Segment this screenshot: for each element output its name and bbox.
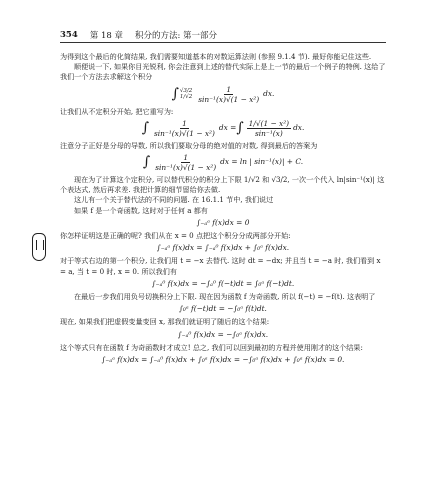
header-rule — [60, 42, 386, 43]
chapter-label: 第 18 章 — [89, 31, 123, 41]
page-number: 354 — [60, 30, 78, 40]
paragraph-9: 对于等式右边的第一个积分, 让我们用 t = −x 去替代. 这时 dt = −dx; 并且当 t = −a 时, 我们看到 x = a, 当 t = 0 时, x = 0. 所以我们有 — [60, 256, 381, 276]
fraction: $\frac{1}{\text{sin⁻¹(x)√(1 − x²)}}$ — [198, 84, 260, 104]
integral-sign: ∫ — [171, 86, 179, 102]
integral-limits: √3/2 1/√2 — [179, 88, 193, 101]
equation-2: ∫ $\frac{1}{\text{sin⁻¹(x)√(1 − x²)}}$ dx = ∫ $\frac{\text{1/√(1 − x²)}}{\text{sin⁻¹(x)}}$ dx. — [141, 118, 305, 138]
paragraph-5: 现在为了计算这个定积分, 可以替代积分的积分上下限 1/√2 和 √3/2, 一次一个代入 ln|sin⁻¹(x)| 这个表达式, 然后再求差. 我把计算的细节留给你去做. — [60, 175, 385, 195]
equation-1: ∫ √3/2 1/√2 $\frac{1}{\text{sin⁻¹(x)√(1 − x²)}}$ dx. — [171, 84, 275, 104]
page-body — [60, 52, 386, 368]
running-header — [60, 28, 380, 42]
chapter-title: 积分的方法: 第一部分 — [134, 31, 218, 41]
paragraph-2: 顺便说一下, 如果你目光锐利, 你会注意到上述的替代实际上是上一节的最后一个例子的特例. 这给了我们一个方法去求解这个积分 — [60, 62, 386, 82]
paragraph-4: 注意分子正好是分母的导数, 所以我们要取分母的绝对值的对数, 得到最后的答案为 — [60, 140, 318, 150]
paragraph-6: 这儿有一个关于替代法的不同的问题. 在 16.1.1 节中, 我们说过 — [74, 195, 274, 205]
paragraph-8: 你怎样证明这是正确的呢? 我们从在 x = 0 点把这个积分分成两部分开始: — [60, 231, 291, 241]
equation-3: ∫ $\frac{1}{\text{sin⁻¹(x)√(1 − x²)}}$ dx = ln | sin⁻¹(x)| + C. — [142, 153, 304, 173]
margin-note-icon — [32, 233, 46, 261]
paragraph-11: 现在, 如果我们把虚假变量变回 x, 那我们就证明了随后的这个结果: — [60, 317, 270, 327]
equation-8: ∫₋ₐ⁰ f(x)dx = −∫₀ᵃ f(x)dx. — [177, 329, 269, 339]
paragraph-7: 如果 f 是一个奇函数, 这时对于任何 a 都有 — [74, 205, 208, 215]
equation-7: ∫₀ᵃ f(−t)dt = −∫₀ᵃ f(t)dt. — [179, 304, 267, 314]
paragraph-10: 在最后一步我们用负号切换积分上下限. 现在因为函数 f 为奇函数, 所以 f(−t) = −f(t). 这表明了 — [74, 292, 376, 302]
equation-9: ∫₋ₐᵃ f(x)dx = ∫₋ₐ⁰ f(x)dx + ∫₀ᵃ f(x)dx = −∫₀ᵃ f(x)dx + ∫₀ᵃ f(x)dx = 0. — [101, 355, 345, 365]
equation-4: ∫₋ₐᵃ f(x)dx = 0 — [196, 217, 250, 227]
equation-5: ∫₋ₐᵃ f(x)dx = ∫₋ₐ⁰ f(x)dx + ∫₀ᵃ f(x)dx. — [156, 243, 290, 253]
paragraph-3: 让我们从不定积分开始, 把它重写为: — [60, 106, 174, 116]
paragraph-1: 为得到这个最后的化简结果, 我们需要知道基本的对数运算法则 (参照 9.1.4 节). 最好你能记住这些. — [60, 52, 372, 61]
paragraph-12: 这个等式只有在函数 f 为奇函数时才成立! 总之, 我们可以回到最初的方程并使用刚才的这个结果: — [60, 342, 363, 352]
equation-6: ∫₋ₐ⁰ f(x)dx = −∫ₐ⁰ f(−t)dt = ∫₀ᵃ f(−t)dt. — [151, 278, 295, 288]
